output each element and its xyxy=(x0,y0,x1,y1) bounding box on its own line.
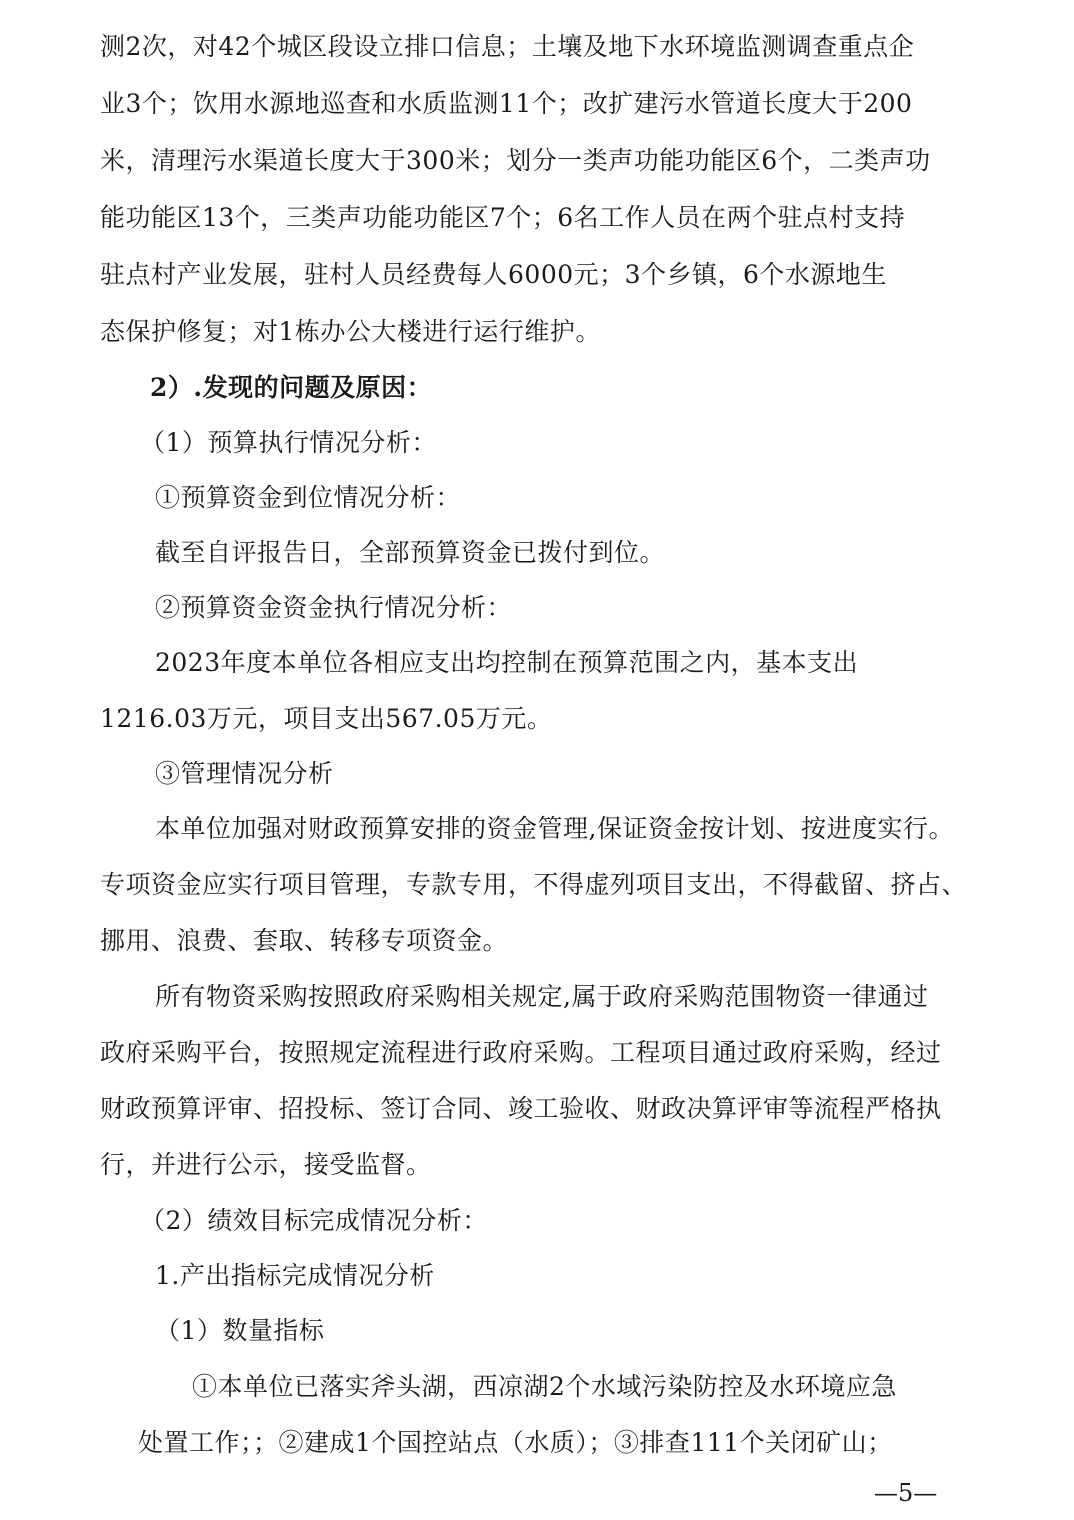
body-line-4: 能功能区13个，三类声功能功能区7个；6名工作人员在两个驻点村支持 xyxy=(100,203,906,232)
body-line-2: 业3个；饮用水源地巡查和水质监测11个；改扩建污水管道长度大于200 xyxy=(100,89,913,118)
body-line-3: 米，清理污水渠道长度大于300米；划分一类声功能功能区6个，二类声功 xyxy=(100,146,931,175)
body-line-6: 态保护修复；对1栋办公大楼进行运行维护。 xyxy=(100,317,601,346)
body-line-funds-arrival: 截至自评报告日，全部预算资金已拨付到位。 xyxy=(155,538,666,567)
item-heading-quantity-indicators: （1）数量指标 xyxy=(155,1316,325,1345)
body-line-expenditure-1: 2023年度本单位各相应支出均控制在预算范围之内，基本支出 xyxy=(155,648,859,677)
body-line-management-1: 本单位加强对财政预算安排的资金管理,保证资金按计划、按进度实行。 xyxy=(155,814,954,843)
body-line-management-3: 挪用、浪费、套取、转移专项资金。 xyxy=(100,926,509,955)
body-line-quantity-2: 处置工作；；②建成1个国控站点（水质）；③排查111个关闭矿山； xyxy=(138,1428,893,1457)
body-line-procurement-2: 政府采购平台，按照规定流程进行政府采购。工程项目通过政府采购，经过 xyxy=(100,1038,942,1067)
body-line-procurement-3: 财政预算评审、招投标、签订合同、竣工验收、财政决算评审等流程严格执 xyxy=(100,1094,942,1123)
item-heading-management: ③管理情况分析 xyxy=(155,759,334,788)
body-line-expenditure-2: 1216.03万元，项目支出567.05万元。 xyxy=(100,704,553,733)
body-line-1: 测2次，对42个城区段设立排口信息；土壤及地下水环境监测调查重点企 xyxy=(100,32,915,61)
body-line-5: 驻点村产业发展，驻村人员经费每人6000元；3个乡镇，6个水源地生 xyxy=(100,260,887,289)
item-heading-funds-execution: ②预算资金资金执行情况分析： xyxy=(155,593,513,622)
item-heading-funds-arrival: ①预算资金到位情况分析： xyxy=(155,483,462,512)
body-line-procurement-4: 行，并进行公示，接受监督。 xyxy=(100,1150,432,1179)
body-line-procurement-1: 所有物资采购按照政府采购相关规定,属于政府采购范围物资一律通过 xyxy=(155,982,929,1011)
body-line-management-2: 专项资金应实行项目管理，专款专用，不得虚列项目支出，不得截留、挤占、 xyxy=(100,870,968,899)
item-heading-output-indicators: 1.产出指标完成情况分析 xyxy=(155,1261,435,1290)
subheading-performance-targets: （2）绩效目标完成情况分析： xyxy=(140,1206,488,1235)
section-heading-problems: 2）.发现的问题及原因： xyxy=(150,373,433,402)
subheading-budget-execution: （1）预算执行情况分析： xyxy=(140,428,437,457)
page-number: —5— xyxy=(874,1479,938,1507)
body-line-quantity-1: ①本单位已落实斧头湖，西凉湖2个水域污染防控及水环境应急 xyxy=(192,1372,897,1401)
